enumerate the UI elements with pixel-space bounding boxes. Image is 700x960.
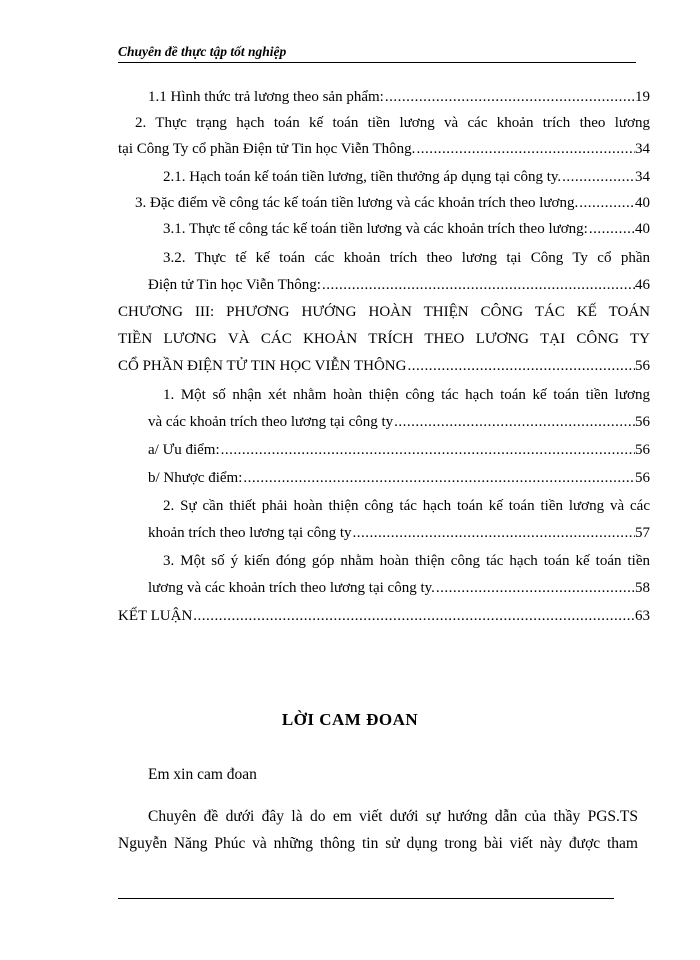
toc-entry-title: b/ Nhược điểm:	[148, 470, 243, 486]
toc-entry[interactable]	[135, 110, 650, 136]
toc-chapter-continuation[interactable]	[118, 326, 650, 352]
toc-entry[interactable]	[163, 382, 650, 408]
toc-entry-title: TIỀN LƯƠNG VÀ CÁC KHOẢN TRÍCH THEO LƯƠNG TẠI CÔNG TY	[118, 331, 650, 347]
toc-entry-title: 3. Đặc điểm về công tác kế toán tiền lương và các khoản trích theo lương.	[135, 195, 579, 211]
toc-entry-page: 56	[635, 442, 650, 458]
toc-entry-page: 34	[635, 169, 650, 185]
toc-chapter-continuation[interactable]	[118, 353, 650, 379]
toc-entry-title: CỔ PHẦN ĐIỆN TỬ TIN HỌC VIỄN THÔNG	[118, 358, 407, 374]
declaration-paragraph	[118, 803, 638, 857]
toc-entry-title: 3.2. Thực tế kế toán các khoản trích theo lương tại Công Ty cổ phần	[163, 250, 650, 266]
toc-entry-page: 19	[635, 89, 650, 105]
toc-entry-page: 56	[635, 470, 650, 486]
toc-entry-page: 46	[635, 277, 650, 293]
toc-entry[interactable]	[148, 84, 650, 110]
toc-entry-title: 2. Thực trạng hạch toán kế toán tiền lương và các khoản trích theo lương	[135, 115, 650, 131]
section-title: LỜI CAM ĐOAN	[281, 710, 419, 729]
toc-entry-title: Điện tử Tin học Viễn Thông:	[148, 277, 321, 293]
page-header: Chuyên đề thực tập tốt nghiệp	[118, 44, 636, 63]
toc-entry-title: 3. Một số ý kiến đóng góp nhằm hoàn thiện công tác hạch toán kế toán tiền	[163, 553, 650, 569]
toc-entry[interactable]	[163, 493, 650, 519]
toc-chapter[interactable]	[118, 299, 650, 325]
toc-entry-title: 2. Sự cần thiết phải hoàn thiện công tác hạch toán kế toán tiền lương và các	[163, 498, 650, 514]
toc-entry[interactable]	[135, 190, 650, 216]
toc-entry-page: 56	[635, 414, 650, 430]
toc-entry[interactable]	[163, 245, 650, 271]
toc-entry-page: 57	[635, 525, 650, 541]
footer-divider	[118, 898, 614, 899]
toc-entry-title: lương và các khoản trích theo lương tại công ty.	[148, 580, 435, 596]
toc-entry-title: tại Công Ty cổ phần Điện tử Tin học Viễn Thông.	[118, 141, 416, 157]
toc-entry-title: KẾT LUẬN	[118, 608, 193, 624]
declaration-line: Nguyễn Năng Phúc và những thông tin sử dụng trong bài viết này được tham	[118, 835, 638, 852]
toc-entry-continuation[interactable]	[148, 575, 650, 601]
toc-entry-title: 1. Một số nhận xét nhằm hoàn thiện công tác hạch toán kế toán tiền lương	[163, 387, 650, 403]
toc-entry-continuation[interactable]	[148, 520, 650, 546]
toc-entry[interactable]	[148, 437, 650, 463]
toc-entry-title: khoản trích theo lương tại công ty	[148, 525, 352, 541]
toc-entry[interactable]	[163, 216, 650, 242]
toc-entry-title: 1.1 Hình thức trả lương theo sản phẩm:	[148, 89, 384, 105]
toc-entry-title: 2.1. Hạch toán kế toán tiền lương, tiền thưởng áp dụng tại công ty.	[163, 169, 562, 185]
toc-entry-page: 34	[635, 141, 650, 157]
toc-entry-page: 63	[635, 608, 650, 624]
toc-entry-continuation[interactable]	[148, 409, 650, 435]
toc-entry-title: 3.1. Thực tế công tác kế toán tiền lương và các khoản trích theo lương:	[163, 221, 588, 237]
toc-entry-page: 56	[635, 358, 650, 374]
toc-entry[interactable]	[118, 603, 650, 629]
toc-entry-page: 40	[635, 221, 650, 237]
declaration-opening: Em xin cam đoan	[148, 766, 257, 783]
toc-entry[interactable]	[148, 465, 650, 491]
toc-entry-title: và các khoản trích theo lương tại công ty	[148, 414, 394, 430]
declaration-line: Chuyên đề dưới đây là do em viết dưới sự hướng dẫn của thầy PGS.TS	[148, 808, 638, 825]
toc-entry[interactable]	[163, 548, 650, 574]
toc-entry-continuation[interactable]	[118, 136, 650, 162]
toc-entry-title: a/ Ưu điểm:	[148, 442, 220, 458]
toc-entry[interactable]	[163, 164, 650, 190]
toc-entry-page: 58	[635, 580, 650, 596]
toc-entry-title: CHƯƠNG III: PHƯƠNG HƯỚNG HOÀN THIỆN CÔNG TÁC KẾ TOÁN	[118, 304, 650, 320]
toc-entry-continuation[interactable]	[148, 272, 650, 298]
toc-entry-page: 40	[635, 195, 650, 211]
